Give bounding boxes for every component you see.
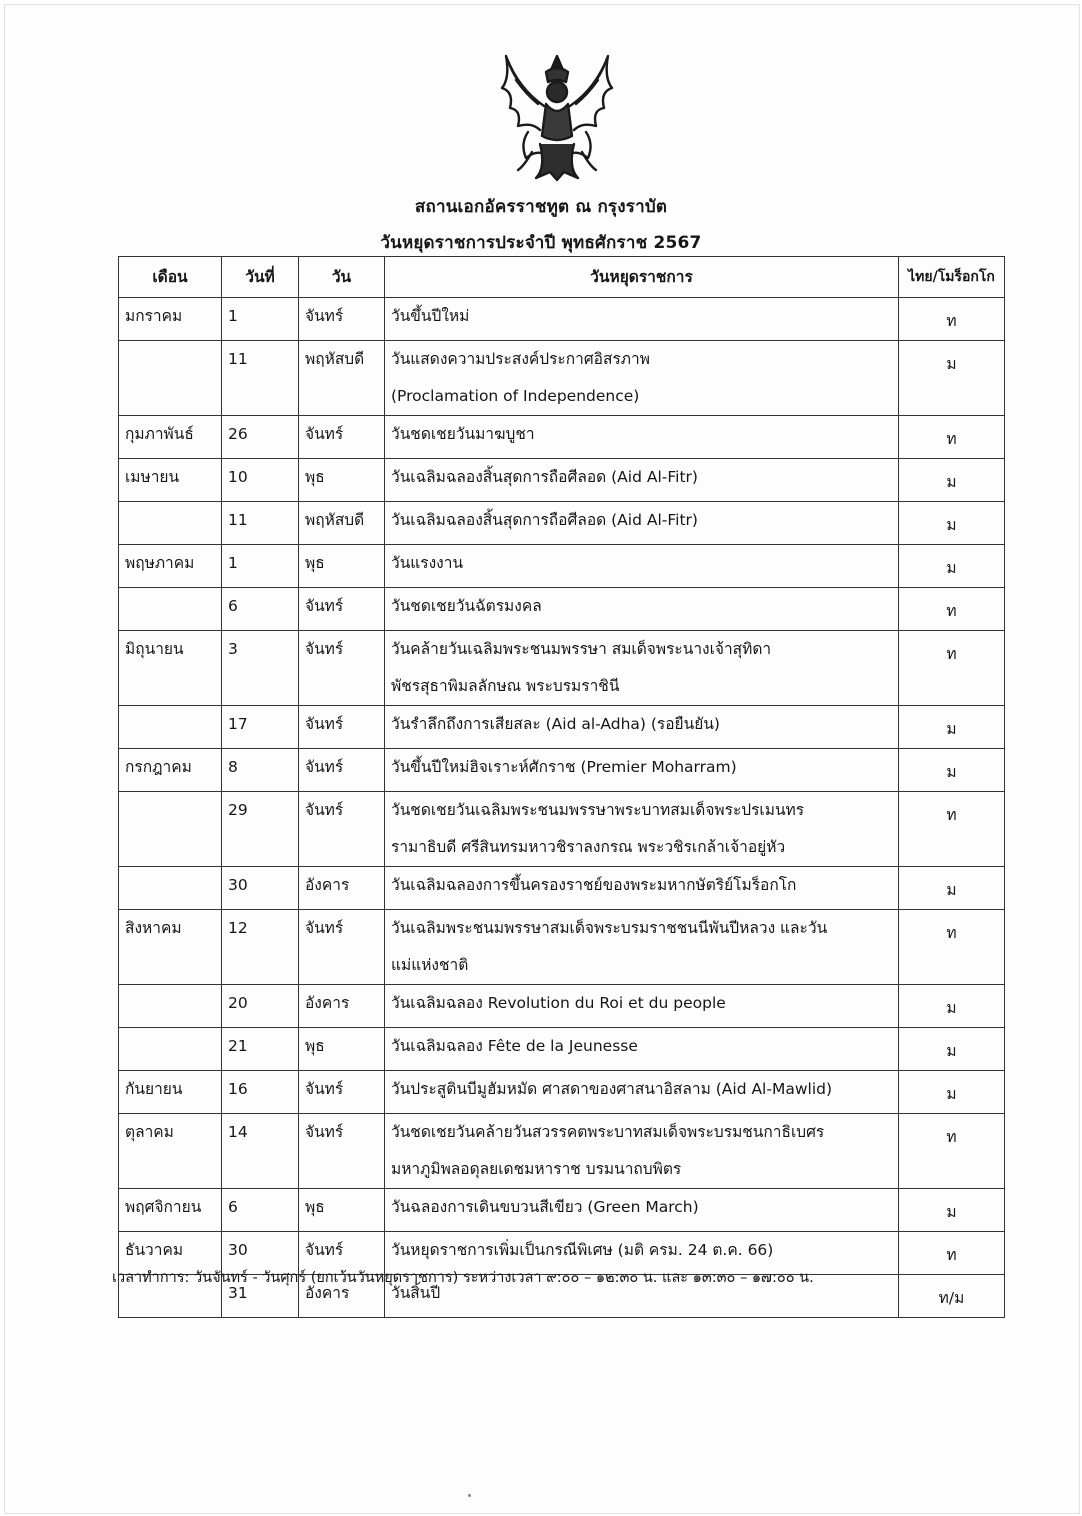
column-header-holiday: วันหยุดราชการ [385,257,899,298]
holiday-type-cell: ท [899,1114,1005,1189]
holiday-name-line: วันเฉลิมฉลอง Fête de la Jeunesse [391,1037,638,1055]
table-row [119,706,1005,749]
weekday-cell: พุธ [299,1028,385,1071]
month-cell [119,706,222,749]
holiday-name-line: วันเฉลิมฉลองสิ้นสุดการถือศีลอด (Aid Al-Fitr) [391,511,698,529]
holiday-name-line: มหาภูมิพลอดุลยเดชมหาราช บรมนาถบพิตร [391,1160,682,1178]
month-cell: พฤศจิกายน [119,1189,222,1232]
column-header-type: ไทย/โมร็อกโก [899,257,1005,298]
weekday-cell: อังคาร [299,985,385,1028]
holiday-type-cell: ม [899,985,1005,1028]
holiday-name-line: วันขึ้นปีใหม่ฮิจเราะห์ศักราช (Premier Moharram) [391,758,737,776]
table-row [119,1071,1005,1114]
month-cell: สิงหาคม [119,910,222,985]
date-cell: 21 [222,1028,299,1071]
holiday-type-cell: ม [899,502,1005,545]
date-cell: 10 [222,459,299,502]
holiday-table-body [119,298,1005,1318]
holiday-name-cell [385,792,899,867]
holiday-type-cell: ม [899,1071,1005,1114]
holiday-name-line: วันเฉลิมฉลองการขึ้นครองราชย์ของพระมหากษัตริย์โมร็อกโก [391,876,797,894]
holiday-name-cell [385,502,899,545]
table-row [119,749,1005,792]
weekday-cell: จันทร์ [299,416,385,459]
holiday-name-line: วันประสูตินบีมูฮัมหมัด ศาสดาของศาสนาอิสลาม (Aid Al-Mawlid) [391,1080,833,1098]
holiday-type-cell: ท/ม [899,1275,1005,1318]
date-cell: 6 [222,588,299,631]
holiday-name-cell [385,298,899,341]
holiday-name-line: วันเฉลิมฉลอง Revolution du Roi et du people [391,994,726,1012]
month-cell: ตุลาคม [119,1114,222,1189]
holiday-name-cell [385,985,899,1028]
weekday-cell: จันทร์ [299,706,385,749]
date-cell: 29 [222,792,299,867]
holiday-name-line: วันแรงงาน [391,554,464,572]
date-cell: 30 [222,867,299,910]
holiday-name-cell [385,1071,899,1114]
holiday-name-line: วันคล้ายวันเฉลิมพระชนมพรรษา สมเด็จพระนางเจ้าสุทิดา [391,640,772,658]
table-row [119,502,1005,545]
holiday-type-cell: ม [899,867,1005,910]
holiday-type-cell: ท [899,910,1005,985]
office-hours-note: เวลาทำการ: วันจันทร์ - วันศุกร์ (ยกเว้นวันหยุดราชการ) ระหว่างเวลา ๙:๐๐ – ๑๒:๓๐ น. และ ๑๓:๓๐ – ๑๗:๐๐ น. [112,1270,814,1286]
table-row [119,867,1005,910]
holiday-name-line: วันรำลึกถึงการเสียสละ (Aid al-Adha) (รอยืนยัน) [391,715,720,733]
date-cell: 14 [222,1114,299,1189]
holiday-table [118,256,1005,1318]
month-cell: ธันวาคม [119,1232,222,1275]
month-cell [119,985,222,1028]
holiday-name-line: วันขึ้นปีใหม่ [391,307,470,325]
holiday-type-cell: ท [899,298,1005,341]
holiday-name-cell [385,910,899,985]
month-cell: พฤษภาคม [119,545,222,588]
weekday-cell: จันทร์ [299,631,385,706]
weekday-cell: จันทร์ [299,1232,385,1275]
holiday-type-cell: ม [899,706,1005,749]
holiday-type-cell: ท [899,792,1005,867]
date-cell: 1 [222,545,299,588]
holiday-name-line: วันหยุดราชการเพิ่มเป็นกรณีพิเศษ (มติ ครม. 24 ต.ค. 66) [391,1241,774,1259]
weekday-cell: จันทร์ [299,1071,385,1114]
month-cell: กุมภาพันธ์ [119,416,222,459]
weekday-cell: พฤหัสบดี [299,502,385,545]
holiday-name-line: วันชดเชยวันฉัตรมงคล [391,597,542,615]
weekday-cell: จันทร์ [299,588,385,631]
weekday-cell: อังคาร [299,1275,385,1318]
table-row [119,545,1005,588]
holiday-type-cell: ม [899,1028,1005,1071]
month-cell [119,502,222,545]
date-cell: 11 [222,341,299,416]
table-row [119,1189,1005,1232]
holiday-name-line: (Proclamation of Independence) [391,387,640,405]
holiday-name-line: วันเฉลิมพระชนมพรรษาสมเด็จพระบรมราชชนนีพันปีหลวง และวัน [391,919,828,937]
scan-speck [468,1494,471,1497]
weekday-cell: จันทร์ [299,1114,385,1189]
date-cell: 6 [222,1189,299,1232]
date-cell: 16 [222,1071,299,1114]
weekday-cell: จันทร์ [299,749,385,792]
table-row [119,792,1005,867]
table-row [119,459,1005,502]
table-header-row [119,257,1005,298]
date-cell: 30 [222,1232,299,1275]
holiday-name-line: วันชดเชยวันมาฆบูชา [391,425,535,443]
table-row [119,298,1005,341]
weekday-cell: จันทร์ [299,792,385,867]
month-cell [119,588,222,631]
holiday-name-cell [385,416,899,459]
date-cell: 12 [222,910,299,985]
month-cell: กรกฎาคม [119,749,222,792]
month-cell [119,341,222,416]
holiday-type-cell: ม [899,459,1005,502]
holiday-name-cell [385,1114,899,1189]
holiday-type-cell: ม [899,1189,1005,1232]
date-cell: 1 [222,298,299,341]
holiday-name-line: วันชดเชยวันเฉลิมพระชนมพรรษาพระบาทสมเด็จพระปรเมนทร [391,801,805,819]
holiday-name-cell [385,341,899,416]
column-header-month: เดือน [119,257,222,298]
holiday-type-cell: ท [899,1232,1005,1275]
table-row [119,985,1005,1028]
date-cell: 26 [222,416,299,459]
holiday-name-line: วันเฉลิมฉลองสิ้นสุดการถือศีลอด (Aid Al-Fitr) [391,468,698,486]
date-cell: 11 [222,502,299,545]
holiday-name-line: วันแสดงความประสงค์ประกาศอิสรภาพ [391,350,650,368]
weekday-cell: อังคาร [299,867,385,910]
table-row [119,341,1005,416]
holiday-name-line: วันฉลองการเดินขบวนสีเขียว (Green March) [391,1198,699,1216]
weekday-cell: จันทร์ [299,298,385,341]
table-row [119,588,1005,631]
month-cell [119,867,222,910]
holiday-list-subtitle: วันหยุดราชการประจำปี พุทธศักราช 2567 [380,233,702,253]
table-row [119,416,1005,459]
garuda-emblem-icon [488,48,626,184]
date-cell: 8 [222,749,299,792]
embassy-title: สถานเอกอัครราชทูต ณ กรุงราบัต [414,197,668,217]
holiday-type-cell: ม [899,341,1005,416]
holiday-name-cell [385,459,899,502]
holiday-type-cell: ท [899,631,1005,706]
holiday-name-cell [385,867,899,910]
table-row [119,1028,1005,1071]
holiday-name-line: พัชรสุธาพิมลลักษณ พระบรมราชินี [391,677,620,695]
holiday-name-line: รามาธิบดี ศรีสินทรมหาวชิราลงกรณ พระวชิรเกล้าเจ้าอยู่หัว [391,838,786,856]
holiday-name-line: แม่แห่งชาติ [391,956,469,974]
holiday-name-cell [385,749,899,792]
month-cell: เมษายน [119,459,222,502]
month-cell: มกราคม [119,298,222,341]
holiday-name-cell [385,1028,899,1071]
weekday-cell: พุธ [299,1189,385,1232]
table-row [119,910,1005,985]
table-row [119,631,1005,706]
holiday-type-cell: ท [899,416,1005,459]
holiday-type-cell: ม [899,749,1005,792]
holiday-name-cell [385,631,899,706]
holiday-name-line: วันชดเชยวันคล้ายวันสวรรคตพระบาทสมเด็จพระบรมชนกาธิเบศร [391,1123,825,1141]
holiday-name-cell [385,545,899,588]
column-header-weekday: วัน [299,257,385,298]
holiday-type-cell: ม [899,545,1005,588]
holiday-type-cell: ท [899,588,1005,631]
date-cell: 3 [222,631,299,706]
column-header-date: วันที่ [222,257,299,298]
month-cell [119,1028,222,1071]
weekday-cell: พุธ [299,545,385,588]
month-cell: มิถุนายน [119,631,222,706]
weekday-cell: พุธ [299,459,385,502]
date-cell: 17 [222,706,299,749]
month-cell [119,792,222,867]
holiday-name-cell [385,1189,899,1232]
holiday-name-cell [385,706,899,749]
month-cell: กันยายน [119,1071,222,1114]
table-row [119,1114,1005,1189]
date-cell: 31 [222,1275,299,1318]
holiday-name-line: วันสิ้นปี [391,1284,441,1302]
weekday-cell: พฤหัสบดี [299,341,385,416]
date-cell: 20 [222,985,299,1028]
holiday-name-cell [385,588,899,631]
weekday-cell: จันทร์ [299,910,385,985]
